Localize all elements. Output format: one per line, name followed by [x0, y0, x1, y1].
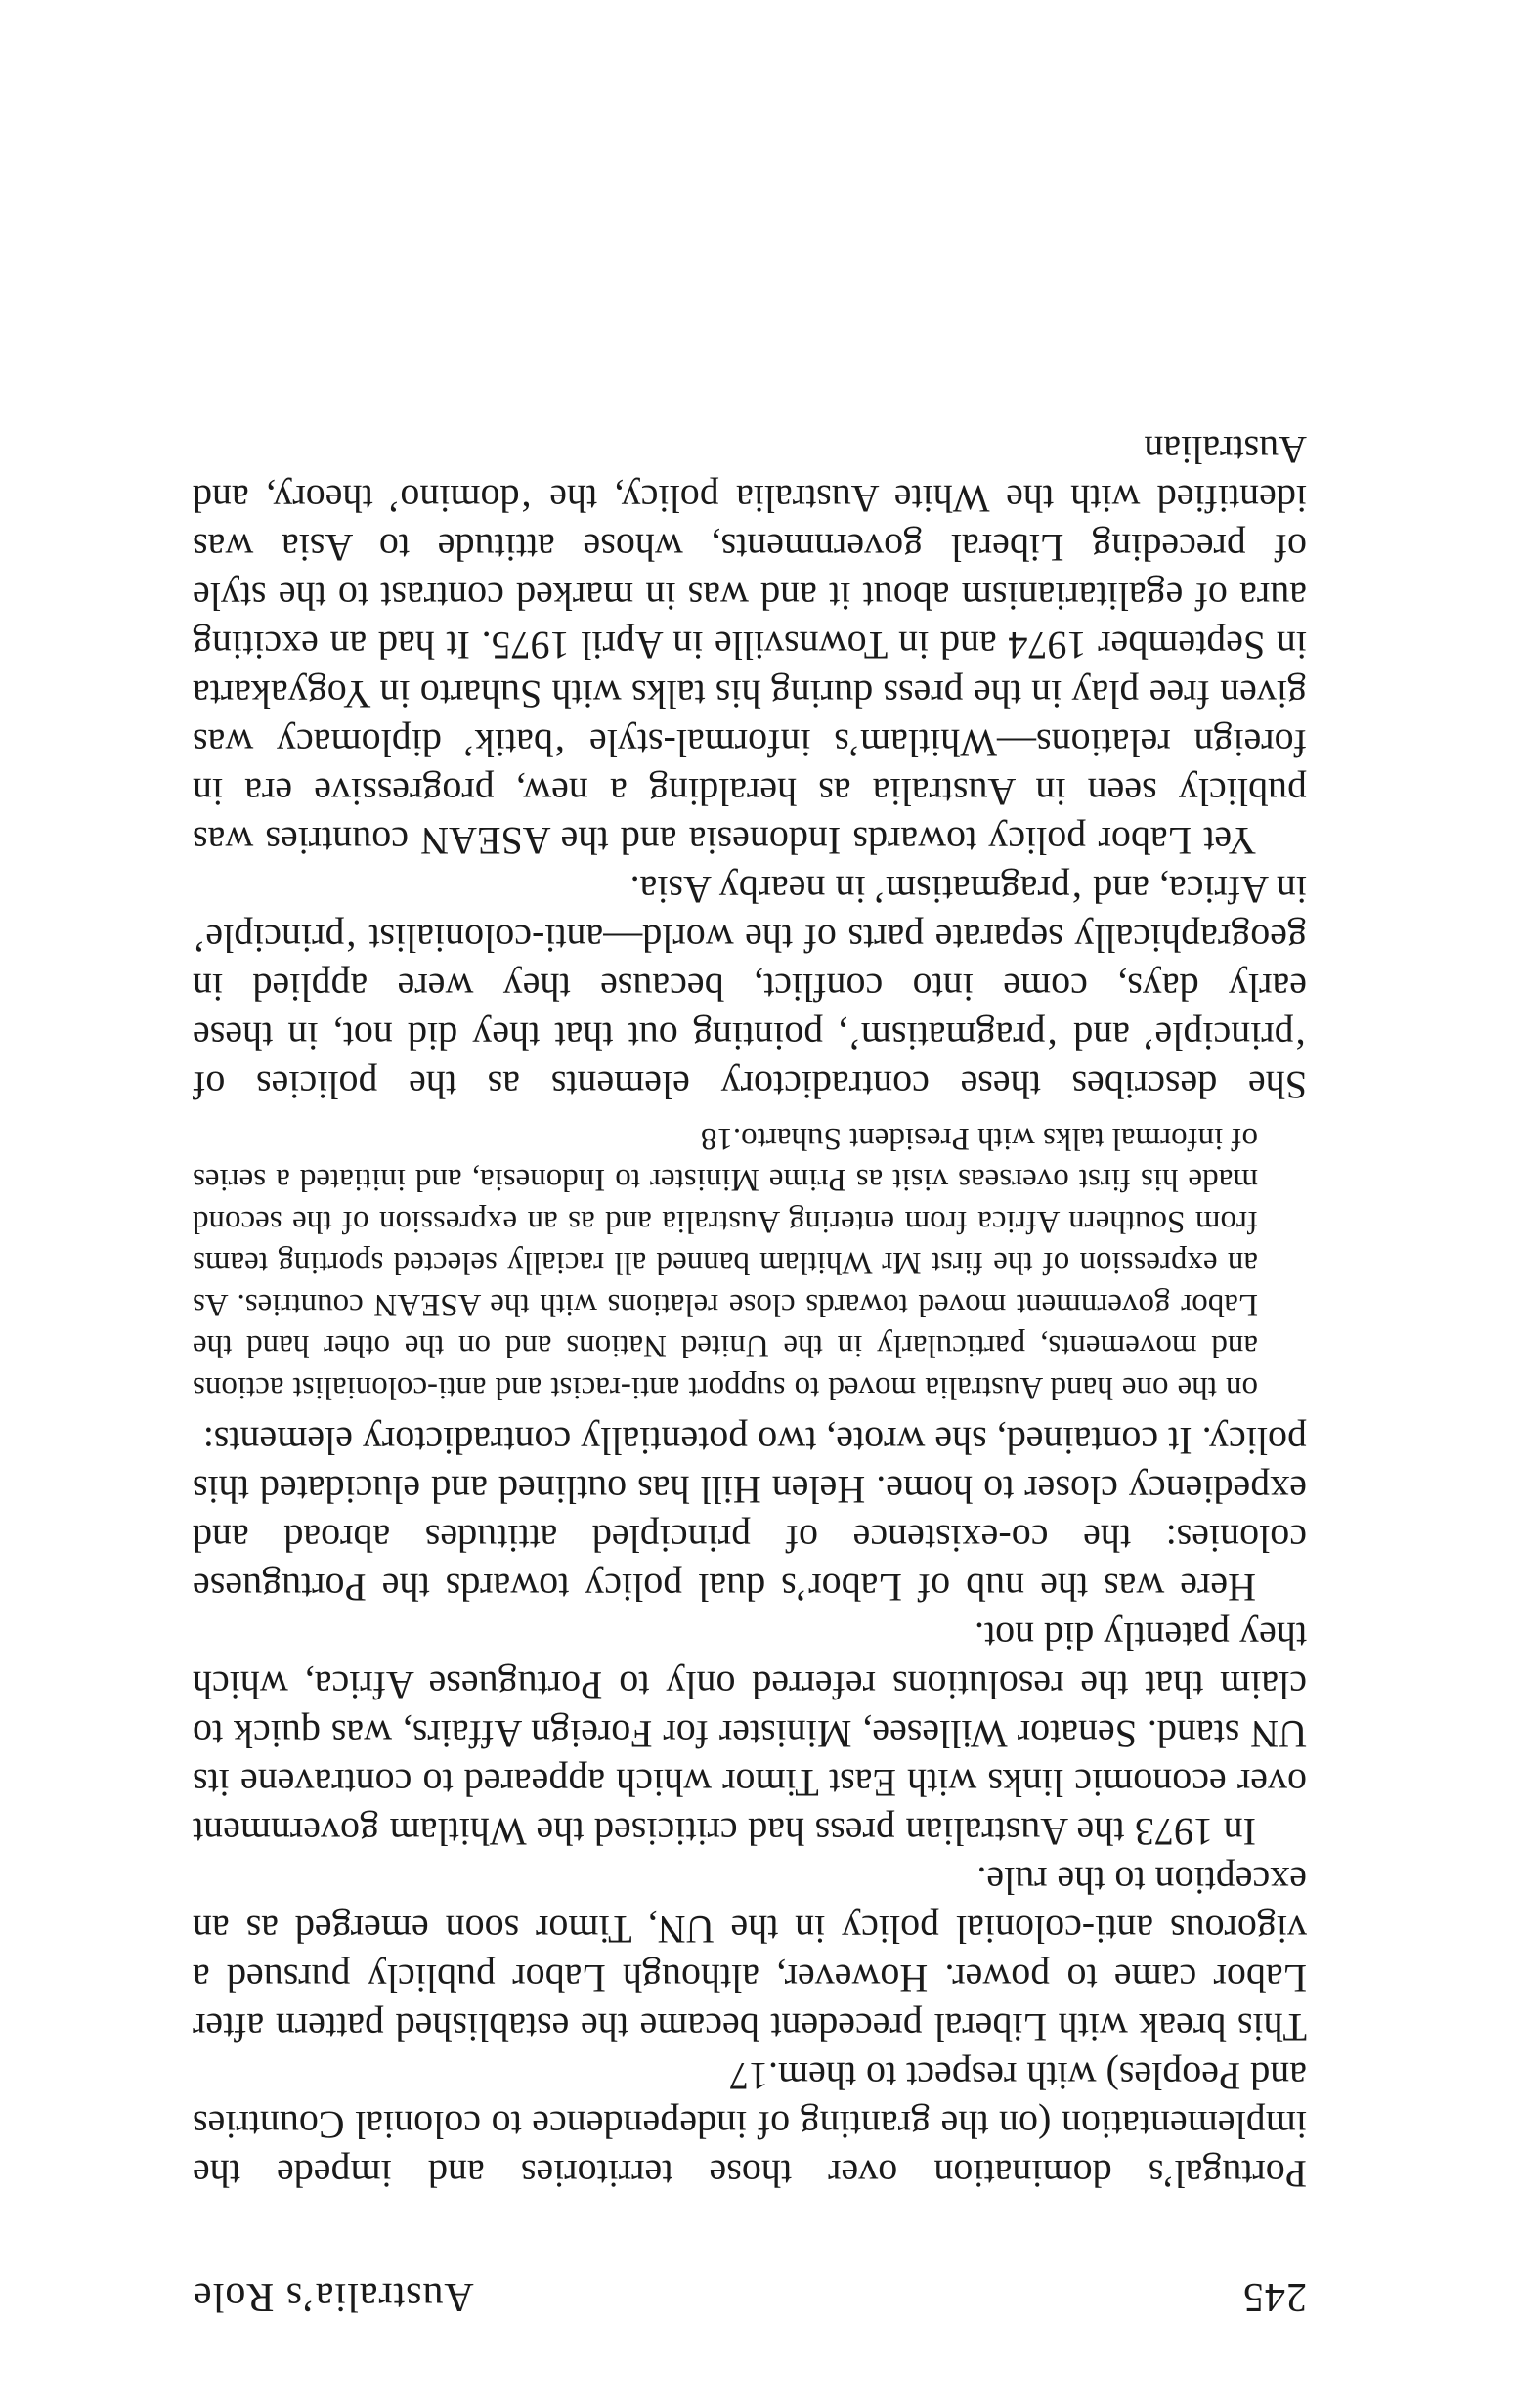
paragraph-dual-policy: Here was the nub of Labor’s dual policy towards the Portuguese colonies: the co-existence of principled attitudes abroad and expediency closer to home. Helen Hill has outlined and elucidated this policy. It contained, she wrote, two potentially contradictory elements: [193, 1419, 1307, 1610]
page-header [193, 2261, 1307, 2320]
paragraph-press-criticism: In 1973 the Australian press had criticised the Whitlam government over economic links with East Timor which appeared to contravene its UN stand. Senator Willesee, Minister for Foreign Affairs, was quick to claim that the resolutions referred only to Portuguese Africa, which they patently did not. [193, 1614, 1307, 1854]
paragraph-batik-diplomacy: Yet Labor policy towards Indonesia and the ASEAN countries was publicly seen in Australia as heralding a new, progressive era in foreign relations—Whitlam’s informal-style ‘batik’ diplomacy was given free play in the press during his talks with Suharto in Yogyakarta in September 1974 and in Townsville in April 1975. It had an exciting aura of egalitarianism about it and was in marked contrast to the style of preceding Liberal governments, whose attitude to Asia was identified with the White Australia policy, the ‘domino’ theory, and Australian [193, 428, 1307, 864]
block-quote-helen-hill: on the one hand Australia moved to support anti-racist and anti-colonialist actions and movements, particularly in the United Nations and on the other hand the Labor government moved towards close relations with the ASEAN countries. As an expression of the first Mr Whitlam banned all racially selected sporting teams from Southern Africa from entering Australia and as an expression of the second made his first overseas visit as Prime Minister to Indonesia, and initiated a series of informal talks with President Suharto.18 [193, 1121, 1258, 1405]
page-number: 245 [1242, 2274, 1307, 2319]
paragraph-principle-pragmatism: She describes these contradictory elements as the policies of ‘principle’ and ‘pragmatism’, pointing out that they did not, in these early days, come into conflict, because they were applied in geographically separate parts of the world—anti-colonialist ‘principle’ in Africa, and ‘pragmatism’ in nearby Asia. [193, 868, 1307, 1108]
body-text [193, 426, 1307, 2199]
running-title: Australia’s Role [193, 2274, 474, 2319]
paragraph-continued: Portugal’s domination over those territories and impede the implementation (on the granting of independence to colonial Countries and Peoples) with respect to them.17 [193, 2054, 1307, 2196]
paragraph-liberal-precedent: This break with Liberal precedent became the established pattern after Labor came to power. However, although Labor publicly pursued a vigorous anti-colonial policy in the UN, Timor soon emerged as an exception to the rule. [193, 1859, 1307, 2049]
